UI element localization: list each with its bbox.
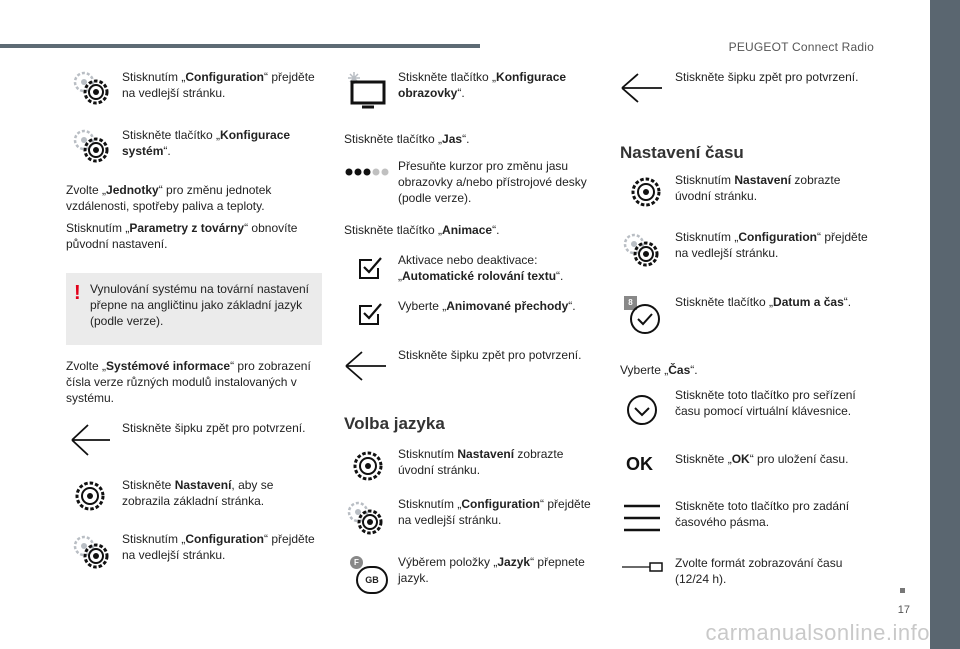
keyboard-time-instruction: Stiskněte toto tlačítko pro seřízení času pomocí virtuální klávesnice.: [675, 388, 856, 418]
time-settings-heading: Nastavení času: [620, 143, 744, 162]
language-flags-icon: [350, 556, 386, 592]
timezone-instruction: Stiskněte toto tlačítko pro zadání časového pásma.: [675, 499, 850, 529]
settings-gear-icon: [72, 478, 108, 514]
brightness-slider-icon: [344, 166, 390, 178]
settings-instruction: Stisknutím Nastavení zobrazte úvodní stránku.: [675, 173, 841, 203]
settings-gear-icon: [628, 174, 664, 210]
back-instruction: Stiskněte šipku zpět pro potvrzení.: [675, 70, 859, 84]
settings-instruction: Stisknutím Nastavení zobrazte úvodní stránku.: [398, 447, 564, 477]
warning-icon: !: [74, 282, 81, 304]
time-paragraph: Vyberte „Čas“.: [620, 363, 698, 377]
settings-gear-icon: [350, 448, 386, 484]
config-instruction: Stisknutím „Configuration“ přejděte na vedlejší stránku.: [122, 70, 315, 100]
system-config-instruction: Stiskněte tlačítko „Konfigurace systém“.: [122, 128, 291, 158]
settings-instruction: Stiskněte Nastavení, aby se zobrazila základní stránka.: [122, 478, 274, 508]
config-instruction: Stisknutím „Configuration“ přejděte na vedlejší stránku.: [675, 230, 868, 260]
brand-title: PEUGEOT Connect Radio: [728, 40, 874, 54]
language-badge-gb: GB: [356, 566, 388, 594]
date-time-instruction: Stiskněte tlačítko „Datum a čas“.: [675, 295, 852, 309]
factory-reset-paragraph: Stisknutím „Parametry z továrny“ obnovíte původní nastavení.: [66, 221, 298, 251]
clock-icon: [628, 302, 662, 336]
language-heading: Volba jazyka: [344, 414, 445, 433]
date-time-icon: [624, 296, 664, 336]
back-arrow-icon: [620, 70, 664, 106]
page-marker: [900, 588, 905, 593]
back-arrow-icon: [344, 348, 388, 384]
units-paragraph: Zvolte „Jednotky“ pro změnu jednotek vzdálenosti, spotřeby paliva a teploty.: [66, 183, 272, 213]
back-instruction: Stiskněte šipku zpět pro potvrzení.: [122, 421, 306, 435]
display-config-instruction: Stiskněte tlačítko „Konfigurace obrazovky“.: [398, 70, 567, 100]
config-instruction: Stisknutím „Configuration“ přejděte na vedlejší stránku.: [398, 497, 591, 527]
adjust-time-icon: [624, 394, 660, 426]
time-format-instruction: Zvolte formát zobrazování času (12/24 h).: [675, 556, 843, 586]
brightness-instruction: Přesuňte kurzor pro změnu jasu obrazovky a/nebo přístrojové desky (podle verze).: [398, 159, 587, 205]
page-number: 17: [897, 604, 910, 616]
brightness-paragraph: Stiskněte tlačítko „Jas“.: [344, 132, 470, 146]
warning-note-text: Vynulování systému na tovární nastavení přepne na angličtinu jako základní jazyk (podle verze).: [90, 282, 310, 328]
transitions-instruction: Vyberte „Animované přechody“.: [398, 299, 576, 313]
system-config-gears-icon: [70, 126, 112, 166]
ok-instruction: Stiskněte „OK“ pro uložení času.: [675, 452, 849, 466]
animation-paragraph: Stiskněte tlačítko „Animace“.: [344, 223, 500, 237]
display-config-icon: [344, 70, 388, 110]
back-instruction: Stiskněte šipku zpět pro potvrzení.: [398, 348, 582, 362]
configuration-gears-icon: [620, 230, 662, 270]
config-instruction: Stisknutím „Configuration“ přejděte na vedlejší stránku.: [122, 532, 315, 562]
side-bar: [930, 0, 960, 649]
auto-scroll-instruction: Aktivace nebo deaktivace: „Automatické rolování textu“.: [398, 253, 564, 283]
date-time-badge: 8: [624, 296, 637, 310]
checkbox-icon: [356, 300, 384, 328]
configuration-gears-icon: [70, 532, 112, 572]
language-instruction: Výběrem položky „Jazyk“ přepnete jazyk.: [398, 555, 585, 585]
ok-icon: OK: [626, 454, 653, 474]
timezone-menu-icon: [622, 502, 662, 534]
configuration-gears-icon: [344, 498, 386, 538]
configuration-gears-icon: [70, 68, 112, 108]
toggle-switch-icon: [620, 561, 664, 573]
system-info-paragraph: Zvolte „Systémové informace“ pro zobrazení čísla verze různých modulů instalovaných v systému.: [66, 359, 311, 405]
header-rule: [0, 44, 480, 48]
checkbox-icon: [356, 254, 384, 282]
language-badge-f: F: [350, 556, 363, 569]
back-arrow-icon: [70, 420, 112, 460]
watermark: carmanualsonline.info: [705, 620, 930, 645]
